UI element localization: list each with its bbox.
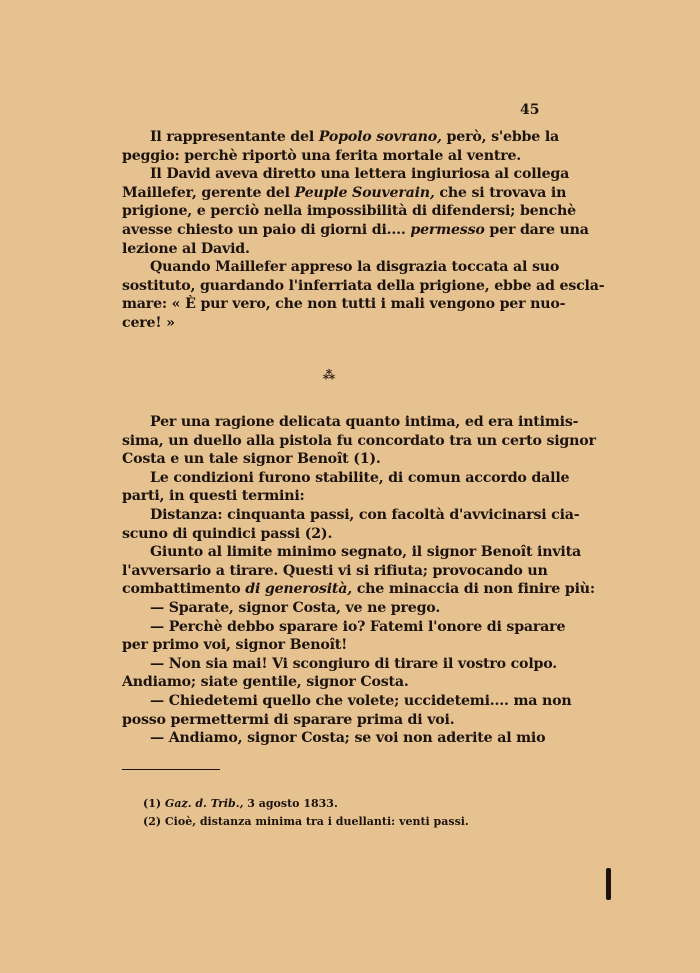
text-segment: peggio: perchè riportò una ferita mortale al ventre. xyxy=(122,147,522,164)
text-segment: sima, un duello alla pistola fu concordato tra un certo signor xyxy=(122,432,596,449)
text-line xyxy=(122,729,546,748)
footnote-number: (2) xyxy=(143,815,162,828)
italic-text: permesso xyxy=(410,221,485,238)
text-line xyxy=(122,636,538,655)
text-segment: avesse chiesto un paio di giorni di.... xyxy=(122,221,411,238)
text-segment: Costa e un tale signor Benoît (1). xyxy=(122,451,381,468)
italic-text: di generosità, xyxy=(245,581,352,598)
text-segment: Il David aveva diretto una lettera ingiuriosa al collega xyxy=(150,166,570,183)
footnote-separator xyxy=(122,769,220,770)
text-line xyxy=(122,618,566,637)
text-segment: cere! » xyxy=(122,314,175,331)
text-segment: Le condizioni furono stabilite, di comun accordo dalle xyxy=(150,469,570,486)
text-line xyxy=(122,165,570,184)
text-segment: lezione al David. xyxy=(122,240,250,257)
text-segment: Per una ragione delicata quanto intima, ed era intimis- xyxy=(150,414,579,430)
text-segment: — Perchè debbo sparare io? Fatemi l'onore di sparare xyxy=(150,618,566,635)
text-line xyxy=(122,580,595,599)
text-line xyxy=(122,711,538,730)
text-segment: per primo voi, signor Benoît! xyxy=(122,637,348,654)
text-segment: l'avversario a tirare. Questi vi si rifiuta; provocando un xyxy=(122,562,548,579)
text-line xyxy=(122,184,567,203)
text-segment: — Chiedetemi quello che volete; uccidetemi.... ma non xyxy=(150,692,572,709)
text-segment: scuno di quindici passi (2). xyxy=(122,525,333,542)
text-segment: per dare una xyxy=(484,221,589,238)
text-segment: Distanza: cinquanta passi, con facoltà d'avvicinarsi cia- xyxy=(150,506,580,523)
text-line xyxy=(122,147,538,166)
text-line xyxy=(122,525,538,544)
italic-text: Gaz. d. Trib., xyxy=(164,797,244,810)
text-segment: combattimento xyxy=(122,581,246,598)
text-line xyxy=(122,469,570,488)
text-segment: — Sparate, signor Costa, ve ne prego. xyxy=(150,599,441,616)
text-segment: che minaccia di non finire più: xyxy=(351,581,595,598)
text-segment: Andiamo; siate gentile, signor Costa. xyxy=(122,674,409,691)
text-segment: Il rappresentante del xyxy=(150,129,319,145)
text-line xyxy=(122,202,576,221)
text-line xyxy=(122,655,557,674)
text-segment: — Non sia mai! Vi scongiuro di tirare il vostro colpo. xyxy=(150,655,557,672)
text-segment: 3 agosto 1833. xyxy=(243,797,338,810)
text-line xyxy=(122,295,566,314)
text-segment: posso permettermi di sparare prima di voi. xyxy=(122,711,455,728)
text-segment: parti, in questi termini: xyxy=(122,488,305,505)
footnote xyxy=(143,795,469,813)
text-line xyxy=(122,562,548,581)
page-number: 45 xyxy=(520,102,540,118)
text-line xyxy=(122,277,605,296)
footnotes xyxy=(143,795,469,831)
text-segment: Quando Maillefer appreso la disgrazia toccata al suo xyxy=(150,259,560,276)
text-line xyxy=(122,450,538,469)
text-line xyxy=(122,673,538,692)
text-segment: mare: « È pur vero, che non tutti i mali vengono per nuo- xyxy=(122,296,566,313)
text-line xyxy=(122,240,538,259)
section-1-text xyxy=(122,128,605,333)
text-segment: Cioè, distanza minima tra i duellanti: venti passi. xyxy=(164,815,469,828)
text-line xyxy=(122,128,560,147)
text-line xyxy=(122,692,572,711)
scan-artifact-mark xyxy=(606,868,611,900)
text-line xyxy=(122,432,596,451)
section-2-text xyxy=(122,413,596,748)
text-line xyxy=(122,221,589,240)
italic-text: Peuple Souverain, xyxy=(294,184,435,201)
text-segment: Maillefer, gerente del xyxy=(122,184,295,201)
text-line xyxy=(122,599,538,618)
text-line xyxy=(122,506,580,525)
text-segment: però, s'ebbe la xyxy=(441,129,560,145)
text-segment: — Andiamo, signor Costa; se voi non aderite al mio xyxy=(150,730,546,747)
italic-text: Popolo sovrano, xyxy=(318,129,442,145)
footnote xyxy=(143,813,469,831)
asterism-section-break: ⁂ xyxy=(322,368,336,382)
text-line xyxy=(122,543,581,562)
text-line xyxy=(122,487,538,506)
text-segment: sostituto, guardando l'inferriata della prigione, ebbe ad escla- xyxy=(122,277,605,294)
text-line xyxy=(122,258,560,277)
text-segment: prigione, e perciò nella impossibilità di difendersi; benchè xyxy=(122,203,576,220)
text-line xyxy=(122,413,579,432)
text-line xyxy=(122,314,538,333)
text-segment: che si trovava in xyxy=(434,184,567,201)
text-segment: Giunto al limite minimo segnato, il signor Benoît invita xyxy=(150,544,581,561)
footnote-number: (1) xyxy=(143,797,162,810)
